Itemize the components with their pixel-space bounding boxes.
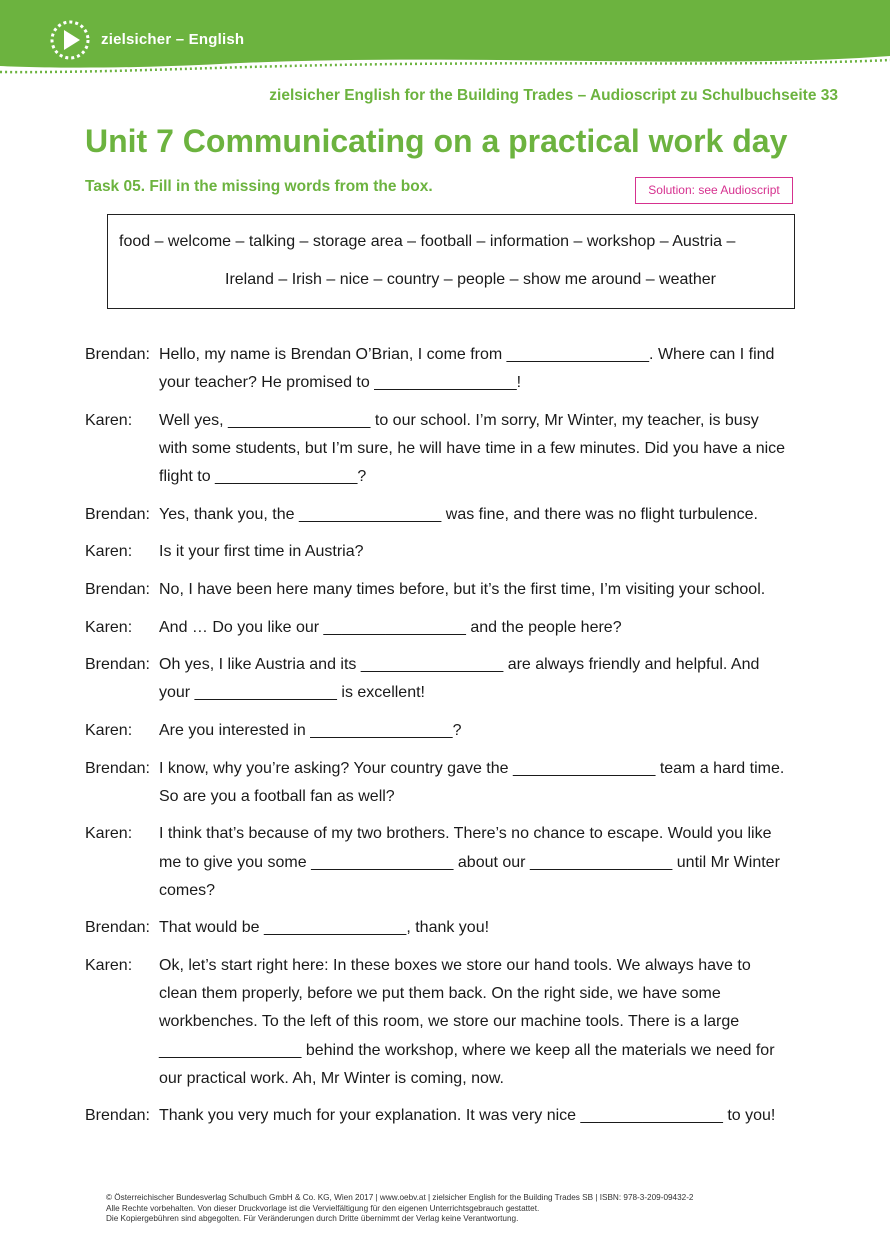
speaker: Karen: — [85, 721, 133, 739]
dialog-turn — [85, 1102, 805, 1130]
speech: I think that’s because of my two brothers. There’s no chance to escape. Would you like me to give you some ________________ about our ________________ until Mr Winter comes? — [159, 825, 780, 899]
speaker: Brendan: — [85, 919, 150, 937]
speech: I know, why you’re asking? Your country gave the ________________ team a hard time. So are you a football fan as well? — [159, 759, 785, 805]
task-instruction: Task 05. Fill in the missing words from the box. — [85, 178, 433, 195]
dialog-turn — [85, 717, 805, 745]
speech: That would be ________________, thank you! — [159, 919, 490, 937]
dialog-turn — [85, 538, 805, 566]
speech: Thank you very much for your explanation. It was very nice ________________ to you! — [159, 1107, 776, 1125]
speech: Ok, let’s start right here: In these boxes we store our hand tools. We always have to clean them properly, before we put them back. On the right side, we have some workbenches. To the left of this room, we store our machine tools. There is a large ________________ behind the workshop, where we keep all the materials we need for our practical work. Ah, Mr Winter is coming, now. — [159, 956, 775, 1087]
footer-line-2: Alle Rechte vorbehalten. Von dieser Druckvorlage ist die Vervielfältigung für den eigenen Unterrichtsgebrauch gestattet. — [106, 1203, 540, 1213]
dialog-turn — [85, 341, 805, 397]
speaker: Brendan: — [85, 505, 150, 523]
speech: Well yes, ________________ to our school. I’m sorry, Mr Winter, my teacher, is busy with some students, but I’m sure, he will have time in a few minutes. Did you have a nice flight to ________________? — [159, 411, 786, 486]
speech: Are you interested in ________________? — [159, 721, 462, 739]
dialog-turn — [85, 755, 805, 811]
dialog-turn — [85, 914, 805, 942]
page-title: Unit 7 Communicating on a practical work day — [85, 123, 788, 159]
speaker: Brendan: — [85, 1107, 150, 1125]
footer-line-3: Die Kopiergebühren sind abgegolten. Für Veränderungen durch Dritte übernimmt der Verlag keine Verantwortung. — [106, 1214, 519, 1224]
word-box — [107, 214, 795, 309]
speech: Oh yes, I like Austria and its ________________ are always friendly and helpful. And your ________________ is excellent! — [159, 656, 760, 702]
speaker: Karen: — [85, 825, 133, 843]
dialog-turn — [85, 651, 805, 707]
speaker: Brendan: — [85, 759, 150, 777]
header-banner — [0, 0, 890, 80]
speech: Yes, thank you, the ________________ was fine, and there was no flight turbulence. — [159, 505, 758, 523]
dialog-turn — [85, 820, 805, 905]
speech: Is it your first time in Austria? — [159, 543, 364, 561]
word-box-line-2: Ireland – Irish – nice – country – people – show me around – weather — [225, 271, 716, 288]
copyright-footer — [106, 1193, 694, 1225]
speaker: Karen: — [85, 956, 133, 974]
footer-line-1: © Österreichischer Bundesverlag Schulbuch GmbH & Co. KG, Wien 2017 | www.oebv.at | zielsicher English for the Building Trades SB | ISBN: 978-3-209-09432-2 — [106, 1193, 694, 1202]
dialog-turn — [85, 952, 805, 1093]
dialog-turn — [85, 614, 805, 642]
speaker: Brendan: — [85, 656, 150, 674]
speaker: Karen: — [85, 543, 133, 561]
speaker: Karen: — [85, 411, 133, 429]
speech: And … Do you like our ________________ and the people here? — [159, 618, 622, 636]
solution-note: Solution: see Audioscript — [635, 177, 793, 204]
dialog-turn — [85, 576, 805, 604]
dialog-turn — [85, 407, 805, 492]
dialog — [85, 341, 805, 1140]
dialog-turn — [85, 501, 805, 529]
word-box-line-1: food – welcome – talking – storage area – football – information – workshop – Austria – — [119, 233, 736, 250]
speech: Hello, my name is Brendan O’Brian, I come from ________________. Where can I find your teacher? He promised to ________________! — [159, 346, 775, 392]
document-subtitle: zielsicher English for the Building Trades – Audioscript zu Schulbuchseite 33 — [269, 87, 838, 104]
speaker: Brendan: — [85, 580, 150, 598]
speaker: Karen: — [85, 618, 133, 636]
speech: No, I have been here many times before, but it’s the first time, I’m visiting your school. — [159, 580, 766, 598]
speaker: Brendan: — [85, 346, 150, 363]
brand-name: zielsicher – English — [101, 31, 245, 48]
